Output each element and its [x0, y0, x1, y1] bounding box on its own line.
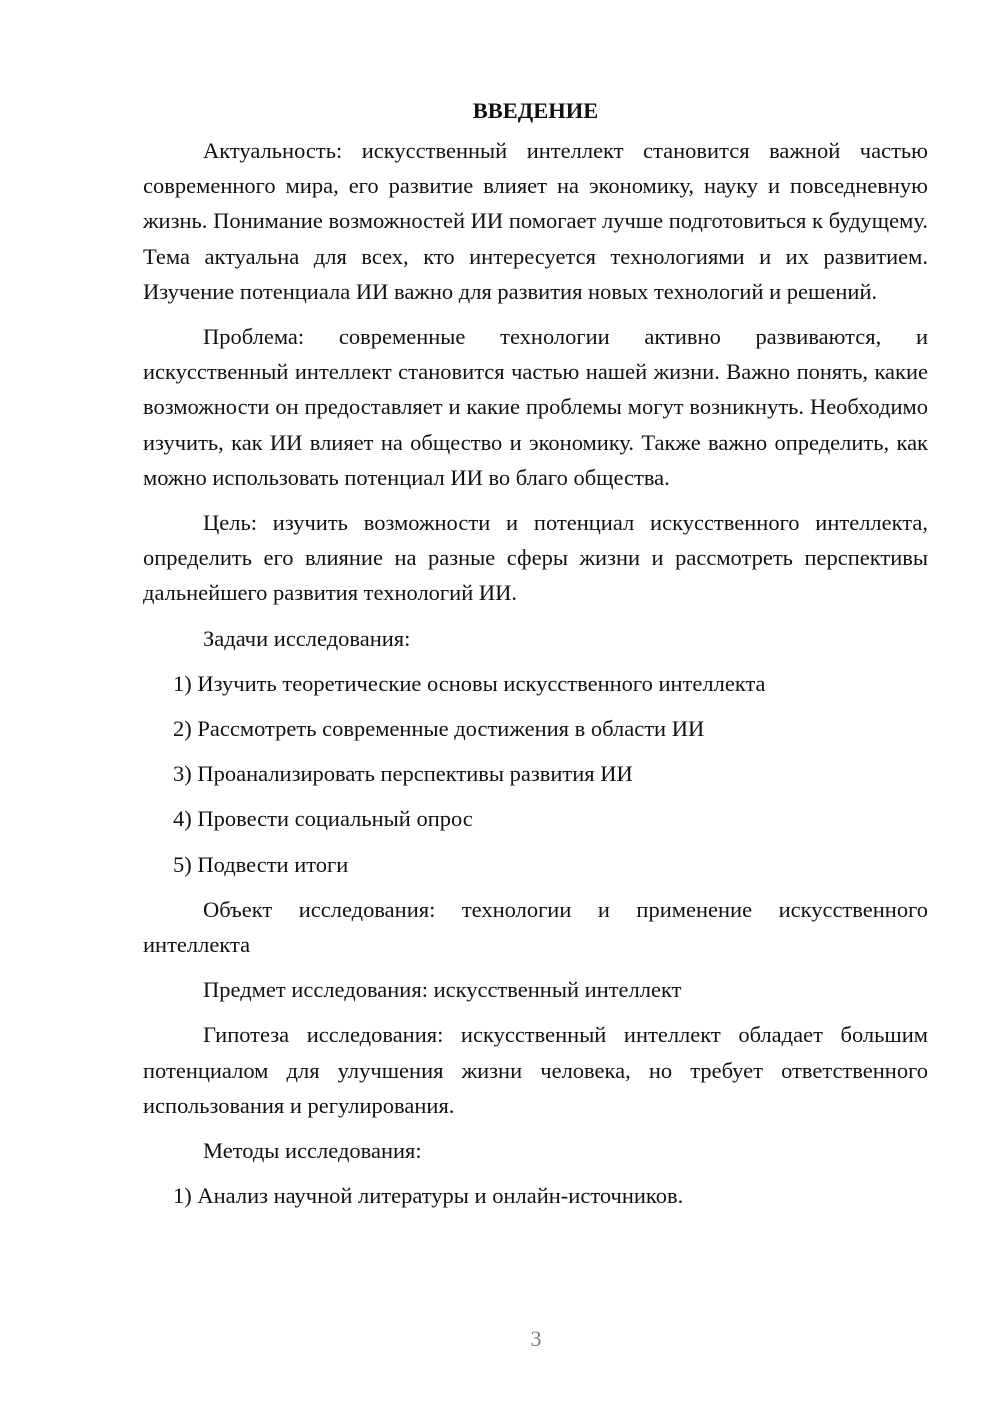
- task-item-5: 5) Подвести итоги: [173, 851, 349, 877]
- task-item-1: 1) Изучить теоретические основы искусственного интеллекта: [173, 670, 766, 696]
- methods-list: [143, 1178, 928, 1213]
- page-number: 3: [530, 1326, 542, 1351]
- method-item-1: 1) Анализ научной литературы и онлайн-источников.: [173, 1183, 684, 1209]
- task-item-4: 4) Провести социальный опрос: [173, 806, 473, 832]
- goal-paragraph: Цель: изучить возможности и потенциал искусственного интеллекта, определить его влияние на разные сферы жизни и рассмотреть перспективы дальнейшего развития технологий ИИ.: [143, 510, 928, 606]
- relevance-paragraph: Актуальность: искусственный интеллект становится важной частью современного мира, его развитие влияет на экономику, науку и повседневную жизнь. Понимание возможностей ИИ помогает лучше подготовиться к будущему. Тема актуальна для всех, кто интересуется технологиями и их развитием. Изучение потенциала ИИ важно для развития новых технологий и решений.: [143, 138, 928, 304]
- tasks-list: [143, 666, 928, 882]
- task-item-3: 3) Проанализировать перспективы развития ИИ: [173, 761, 633, 787]
- subject-paragraph: Предмет исследования: искусственный интеллект: [203, 977, 682, 1003]
- problem-paragraph: Проблема: современные технологии активно развиваются, и искусственный интеллект становится частью нашей жизни. Важно понять, какие возможности он предоставляет и какие проблемы могут возникнуть. Необходимо изучить, как ИИ влияет на общество и экономику. Также важно определить, как можно использовать потенциал ИИ во благо общества.: [143, 324, 928, 490]
- page-content: [143, 95, 928, 1223]
- methods-heading: Методы исследования:: [203, 1138, 422, 1164]
- object-paragraph: Объект исследования: технологии и применение искусственного интеллекта: [143, 896, 928, 958]
- page-title: ВВЕДЕНИЕ: [472, 98, 599, 123]
- task-item-2: 2) Рассмотреть современные достижения в области ИИ: [173, 716, 705, 742]
- hypothesis-paragraph: Гипотеза исследования: искусственный интеллект обладает большим потенциалом для улучшения жизни человека, но требует ответственного использования и регулирования.: [143, 1022, 928, 1118]
- tasks-heading: Задачи исследования:: [203, 625, 411, 651]
